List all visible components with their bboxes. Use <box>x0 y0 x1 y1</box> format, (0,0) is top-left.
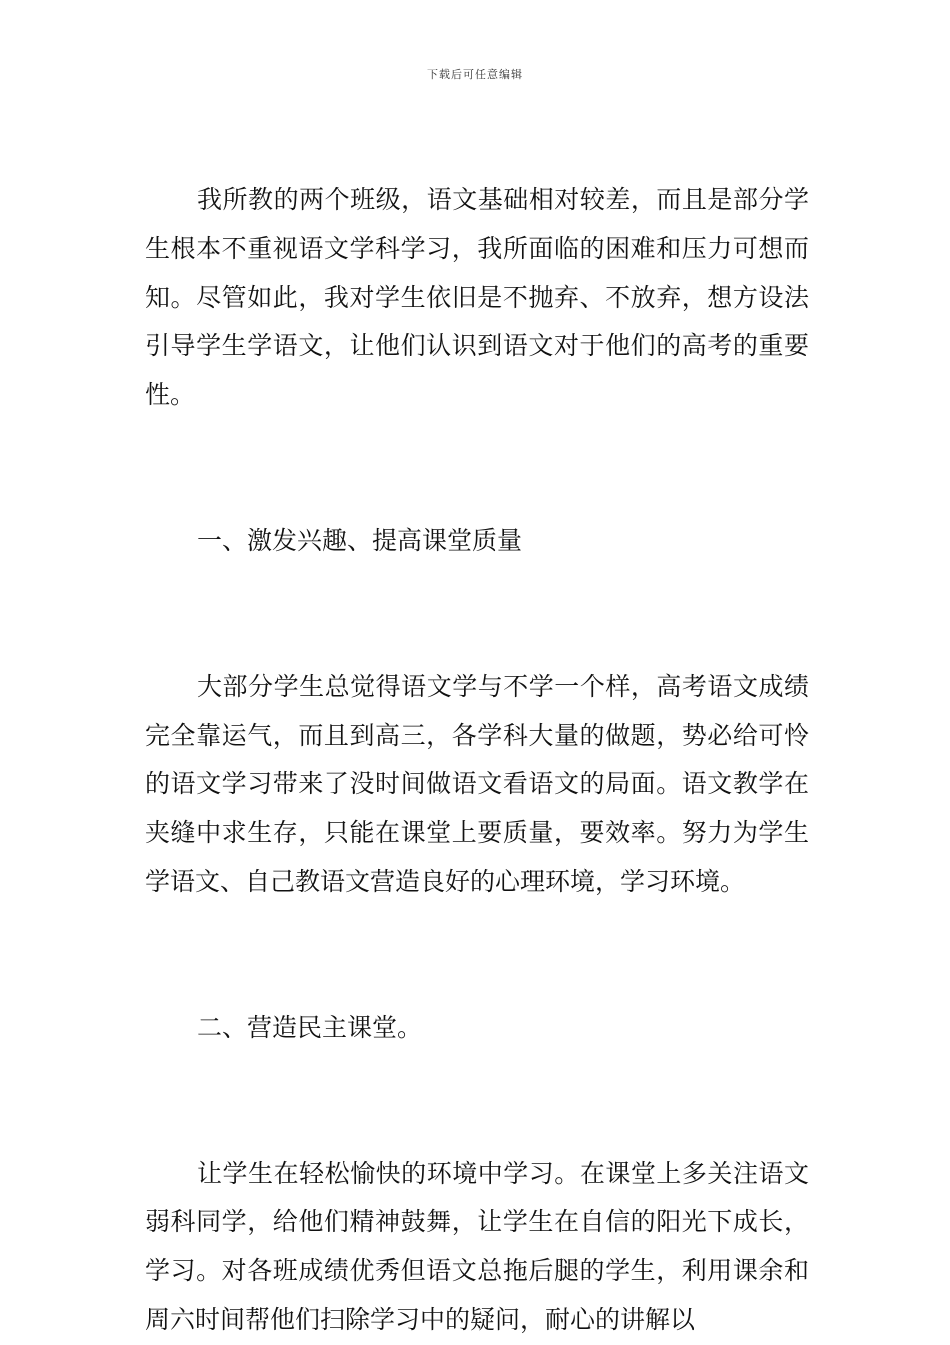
paragraph-section-2: 让学生在轻松愉快的环境中学习。在课堂上多关注语文弱科同学，给他们精神鼓舞，让学生在自信的阳光下成长，学习。对各班成绩优秀但语文总拖后腿的学生，利用课余和周六时间帮他们扫除学习中的疑问，耐心的讲解以 <box>145 1158 809 1334</box>
paragraph-gap <box>145 907 809 1004</box>
document-body <box>145 176 809 1345</box>
paragraph-intro: 我所教的两个班级，语文基础相对较差，而且是部分学生根本不重视语文学科学习，我所面临的困难和压力可想而知。尽管如此，我对学生依旧是不抛弃、不放弃，想方设法引导学生学语文，让他们认识到语文对于他们的高考的重要性。 <box>145 185 809 410</box>
paragraph-gap <box>145 420 809 517</box>
page-header: 下载后可任意编辑 <box>427 68 523 81</box>
section-heading-1: 一、激发兴趣、提高课堂质量 <box>197 525 523 555</box>
paragraph-section-1: 大部分学生总觉得语文学与不学一个样，高考语文成绩完全靠运气，而且到高三，各学科大量的做题，势必给可怜的语文学习带来了没时间做语文看语文的局面。语文教学在夹缝中求生存，只能在课堂上要质量，要效率。努力为学生学语文、自己教语文营造良好的心理环境，学习环境。 <box>145 671 809 896</box>
paragraph-gap <box>145 566 809 663</box>
paragraph-gap <box>145 1053 809 1150</box>
section-heading-2: 二、营造民主课堂。 <box>197 1012 423 1042</box>
